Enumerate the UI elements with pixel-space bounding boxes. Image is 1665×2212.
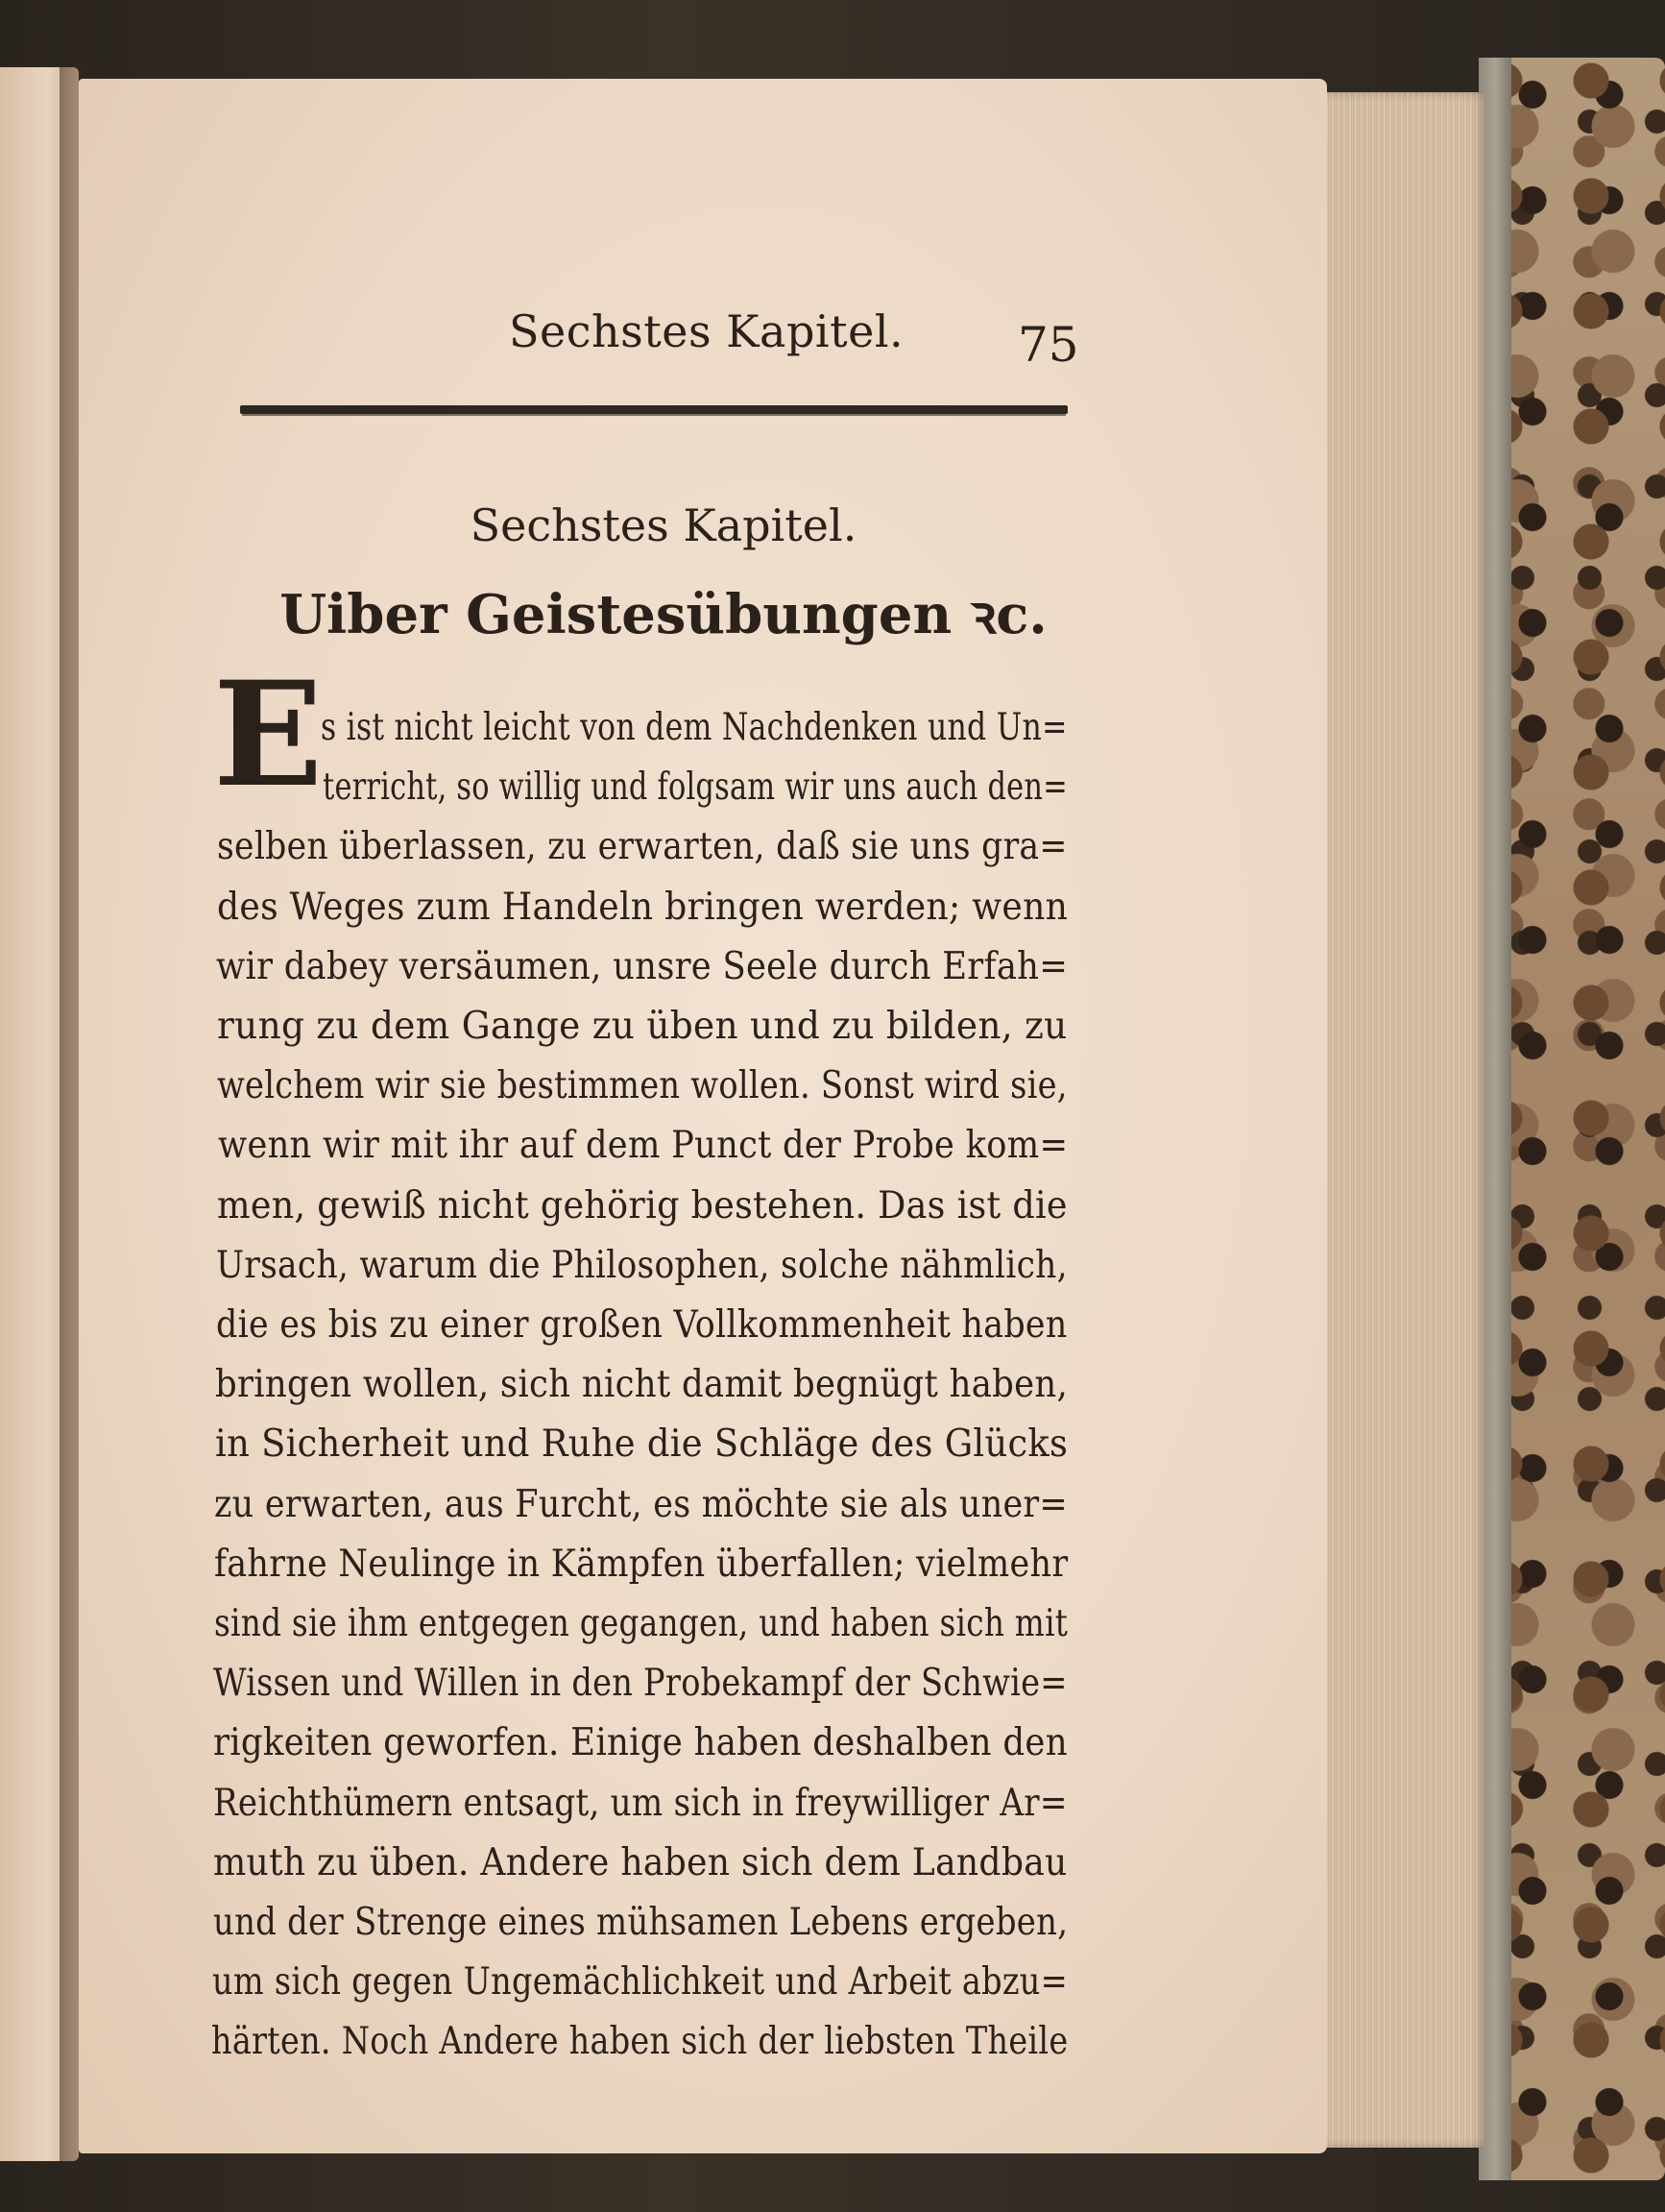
body-line: Wissen und Willen in den Probekampf der Schwie= xyxy=(213,1662,1068,1706)
body-line: und der Strenge eines mühsamen Lebens ergeben, xyxy=(213,1901,1069,1944)
body-line: muth zu üben. Andere haben sich dem Landbau xyxy=(213,1840,1068,1884)
body-line: des Weges zum Handeln bringen werden; wenn xyxy=(217,885,1069,929)
body-line: wenn wir mit ihr auf dem Punct der Probe kom= xyxy=(218,1124,1069,1168)
body-line: zu erwarten, aus Furcht, es möchte sie als uner= xyxy=(214,1482,1068,1526)
drop-cap: E xyxy=(213,650,324,819)
body-line: Ursach, warum die Philosophen, solche nähmlich, xyxy=(216,1243,1068,1287)
body-line: rung zu dem Gange zu üben und zu bilden, zu xyxy=(217,1005,1068,1048)
chapter-subtitle: Uiber Geistesübungen ꝛc. xyxy=(279,583,1048,646)
body-line: men, gewiß nicht gehörig bestehen. Das ist die xyxy=(217,1183,1068,1228)
body-line: Reichthümern entsagt, um sich in freywilliger Ar= xyxy=(213,1781,1068,1825)
body-line: um sich gegen Ungemächlichkeit und Arbeit abzu= xyxy=(212,1960,1068,2005)
body-line: fahrne Neulinge in Kämpfen überfallen; vielmehr xyxy=(214,1542,1069,1586)
body-line: die es bis zu einer großen Vollkommenheit haben xyxy=(216,1303,1068,1347)
header-rule xyxy=(240,405,1068,414)
body-line: sind sie ihm entgegen gegangen, und haben sich mit xyxy=(214,1602,1069,1645)
body-line: härten. Noch Andere haben sich der liebsten Theile xyxy=(211,2020,1069,2064)
chapter-title: Sechstes Kapitel. xyxy=(470,499,857,551)
body-line: rigkeiten geworfen. Einige haben deshalben den xyxy=(213,1721,1068,1765)
body-line: s ist nicht leicht von dem Nachdenken und Un= xyxy=(321,706,1068,749)
page-number: 75 xyxy=(1018,317,1079,373)
body-line: terricht, so willig und folgsam wir uns auch den= xyxy=(323,766,1068,810)
body-line: bringen wollen, sich nicht damit begnügt haben, xyxy=(215,1363,1069,1407)
running-head: Sechstes Kapitel. xyxy=(509,305,905,357)
body-line: selben überlassen, zu erwarten, daß sie uns gra= xyxy=(217,825,1068,869)
body-line: welchem wir sie bestimmen wollen. Sonst wird sie, xyxy=(217,1064,1068,1108)
body-line: wir dabey versäumen, unsre Seele durch Erfah= xyxy=(216,944,1069,988)
page-block-edges xyxy=(1317,92,1486,2148)
body-line: in Sicherheit und Ruhe die Schläge des Glücks xyxy=(215,1422,1069,1467)
